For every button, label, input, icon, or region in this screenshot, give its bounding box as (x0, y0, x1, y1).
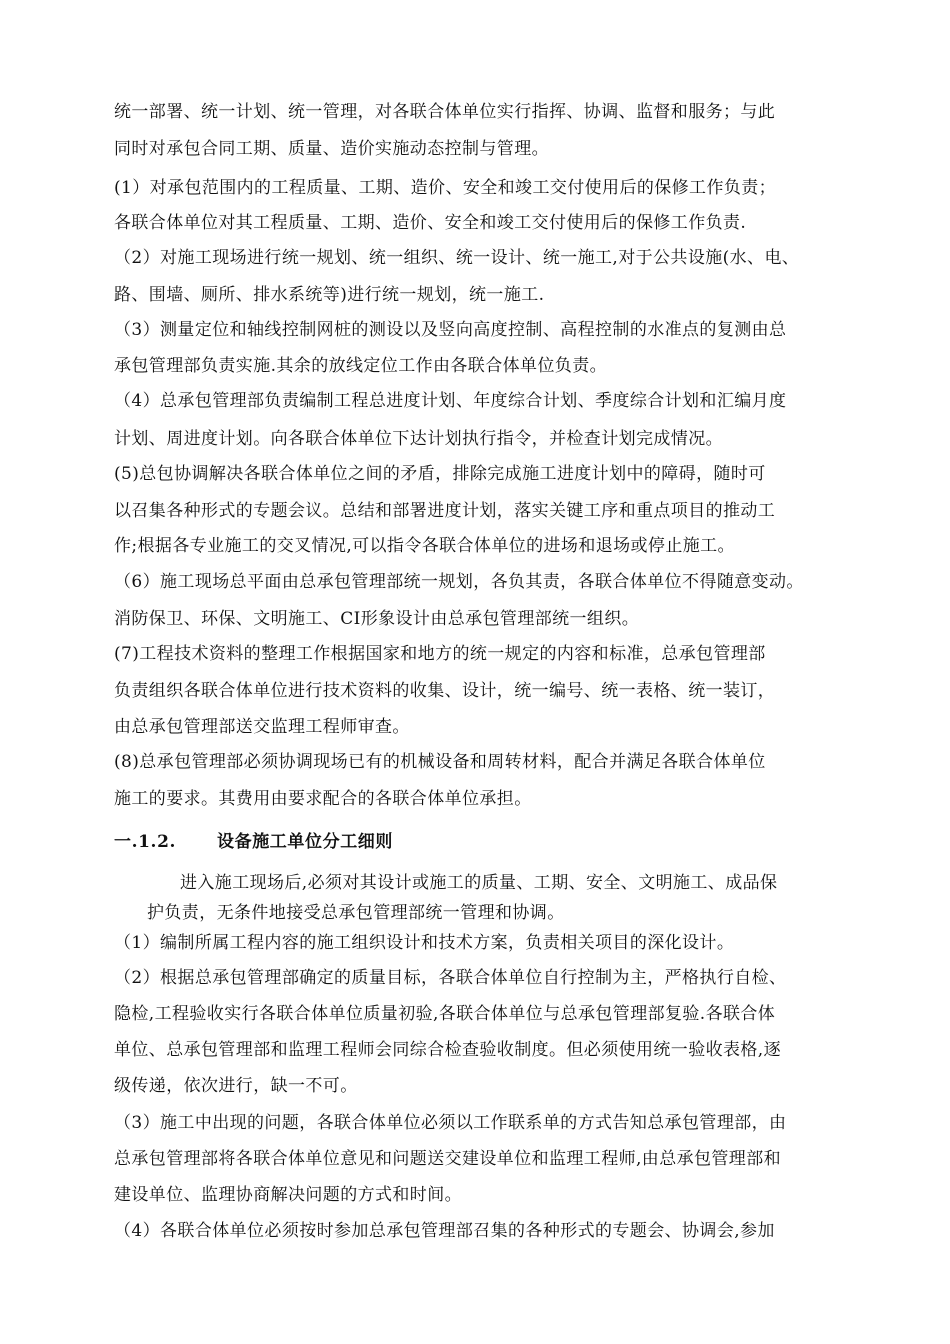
text-line: 护负责，无条件地接受总承包管理部统一管理和协调。 (147, 903, 565, 923)
text-line: 总承包管理部将各联合体单位意见和问题送交建设单位和监理工程师,由总承包管理部和 (114, 1149, 782, 1169)
text-line: 进入施工现场后,必须对其设计或施工的质量、工期、安全、文明施工、成品保 (180, 873, 778, 893)
text-line: 路、围墙、厕所、排水系统等)进行统一规划，统一施工. (114, 285, 545, 305)
text-line: (5)总包协调解决各联合体单位之间的矛盾，排除完成施工进度计划中的障碍，随时可 (114, 464, 766, 484)
text-line: 施工的要求。其费用由要求配合的各联合体单位承担。 (114, 789, 532, 809)
text-line: 同时对承包合同工期、质量、造价实施动态控制与管理。 (114, 139, 549, 159)
text-line: 级传递，依次进行，缺一不可。 (114, 1076, 358, 1096)
text-line: （2）对施工现场进行统一规划、统一组织、统一设计、统一施工,对于公共设施(水、电、 (114, 248, 800, 268)
text-line: (1）对承包范围内的工程质量、工期、造价、安全和竣工交付使用后的保修工作负责； (114, 178, 777, 198)
text-line: 以召集各种形式的专题会议。总结和部署进度计划，落实关键工序和重点项目的推动工 (114, 501, 776, 521)
text-line: 承包管理部负责实施.其余的放线定位工作由各联合体单位负责。 (114, 356, 608, 376)
text-line: 隐检,工程验收实行各联合体单位质量初验,各联合体单位与总承包管理部复验.各联合体 (114, 1004, 776, 1024)
text-line: 消防保卫、环保、文明施工、CI形象设计由总承包管理部统一组织。 (114, 609, 640, 629)
text-line: (7)工程技术资料的整理工作根据国家和地方的统一规定的内容和标准，总承包管理部 (114, 644, 766, 664)
text-line: 计划、周进度计划。向各联合体单位下达计划执行指令，并检查计划完成情况。 (114, 429, 723, 449)
text-line: 负责组织各联合体单位进行技术资料的收集、设计，统一编号、统一表格、统一装订， (114, 681, 776, 701)
text-line: （4）各联合体单位必须按时参加总承包管理部召集的各种形式的专题会、协调会,参加 (114, 1221, 775, 1241)
text-line: (8)总承包管理部必须协调现场已有的机械设备和周转材料，配合并满足各联合体单位 (114, 752, 766, 772)
section-number: 一.1.2. (114, 832, 177, 852)
text-line: 作;根据各专业施工的交叉情况,可以指令各联合体单位的进场和退场或停止施工。 (114, 536, 735, 556)
text-line: （2）根据总承包管理部确定的质量目标，各联合体单位自行控制为主，严格执行自检、 (114, 968, 787, 988)
text-line: （3）施工中出现的问题，各联合体单位必须以工作联系单的方式告知总承包管理部，由 (114, 1113, 787, 1133)
text-line: 由总承包管理部送交监理工程师审查。 (114, 717, 410, 737)
text-line: 单位、总承包管理部和监理工程师会同综合检查验收制度。但必须使用统一验收表格,逐 (114, 1040, 782, 1060)
text-line: 建设单位、监理协商解决问题的方式和时间。 (114, 1185, 462, 1205)
text-line: 各联合体单位对其工程质量、工期、造价、安全和竣工交付使用后的保修工作负责. (114, 213, 747, 233)
text-line: （4）总承包管理部负责编制工程总进度计划、年度综合计划、季度综合计划和汇编月度 (114, 391, 787, 411)
section-heading (114, 831, 864, 853)
text-line: （3）测量定位和轴线控制网桩的测设以及竖向高度控制、高程控制的水准点的复测由总 (114, 320, 787, 340)
text-line: （1）编制所属工程内容的施工组织设计和技术方案，负责相关项目的深化设计。 (114, 933, 735, 953)
text-line: （6）施工现场总平面由总承包管理部统一规划，各负其责，各联合体单位不得随意变动。 (114, 572, 804, 592)
text-line: 统一部署、统一计划、统一管理，对各联合体单位实行指挥、协调、监督和服务；与此 (114, 102, 776, 122)
section-title: 设备施工单位分工细则 (217, 832, 393, 852)
